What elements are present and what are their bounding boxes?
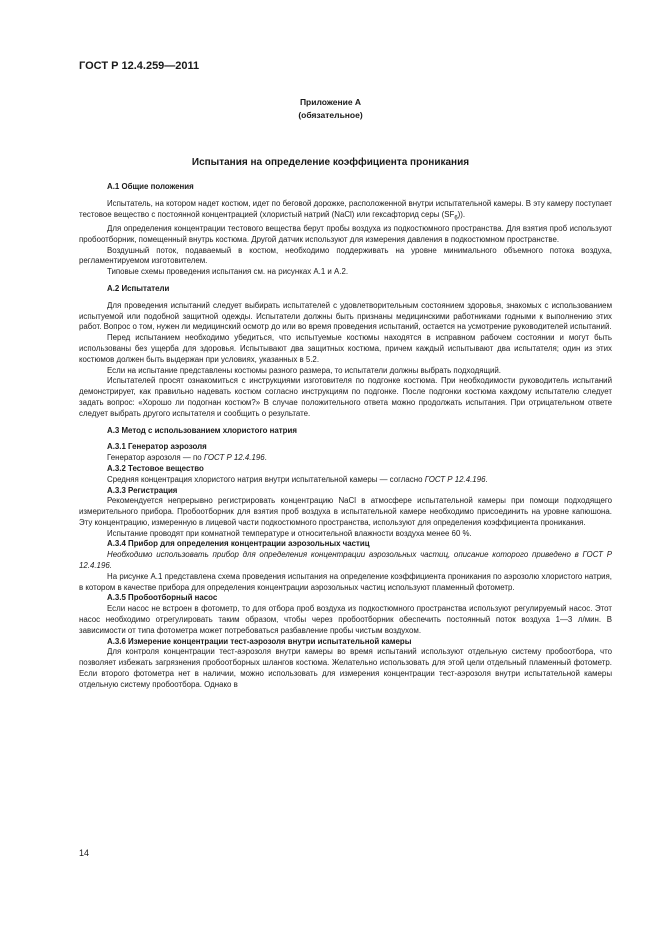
section-heading-a3: А.3 Метод с использованием хлористого натрия xyxy=(107,425,297,435)
annex-title: Приложение А xyxy=(299,97,362,107)
subsection-heading-a36: А.3.6 Измерение концентрации тест-аэрозоля внутри испытательной камеры xyxy=(107,636,412,646)
annex-status: (обязательное) xyxy=(298,110,363,120)
paragraph: Для определения концентрации тестового вещества берут пробы воздуха из подкостюмного пространства. Для взятия проб используют пробоотборник, помещенный внутрь костюма. Другой датчик используют для измерения давления в подкостюмном пространстве. xyxy=(79,223,612,244)
paragraph: Если на испытание представлены костюмы разного размера, то испытатели должны выбрать подходящий. xyxy=(107,365,501,375)
subsection-heading-a34: А.3.4 Прибор для определения концентрации аэрозольных частиц xyxy=(107,539,370,549)
section-heading-a2: А.2 Испытатели xyxy=(107,283,170,293)
paragraph: Воздушный поток, подаваемый в костюм, необходимо поддерживать на уровне минимального объемного потока воздуха, регламентируемом изготовителем. xyxy=(79,245,612,266)
paragraph: Рекомендуется непрерывно регистрировать концентрацию NaCl в атмосфере испытательной камеры при помощи подходящего измерительного прибора. Пробоотборник для взятия проб воздуха в испытательной камере необходимо присоединить на уровне капюшона. Эту концентрацию, измеренную в лицевой части подкостюмного пространства, используют для определения коэффициента проникания. xyxy=(79,496,612,527)
paragraph: Средняя концентрация хлористого натрия внутри испытательной камеры — согласно ГОСТ Р 12.4.196. xyxy=(107,474,488,484)
paragraph-italic: Необходимо использовать прибор для определения концентрации аэрозольных частиц, описание которого приведено в ГОСТ Р 12.4.196. xyxy=(79,550,612,571)
paragraph: Генератор аэрозоля — по ГОСТ Р 12.4.196. xyxy=(107,453,267,463)
document-body xyxy=(79,182,612,691)
subsection-heading-a33: А.3.3 Регистрация xyxy=(107,485,178,495)
document-header: ГОСТ Р 12.4.259—2011 xyxy=(79,60,200,72)
paragraph: Испытателей просят ознакомиться с инструкциями изготовителя по подгонке костюма. При необходимости руководитель испытаний демонстрирует, как правильно надевать костюм согласно инструкциям по подгонке. После подгонки костюма каждому испытателю следует задать вопрос: «Хорошо ли подогнан костюм?» В случае положительного ответа можно продолжать испытания. При отрицательном ответе следует выбрать другого испытателя и сообщить о результате. xyxy=(79,376,612,418)
paragraph: На рисунке А.1 представлена схема проведения испытания на определение коэффициента проникания по аэрозолю хлористого натрия, в котором в качестве прибора для определения концентрации аэрозольных частиц используют пламенный фотометр. xyxy=(79,571,612,592)
paragraph: Если насос не встроен в фотометр, то для отбора проб воздуха из подкостюмного пространства используют регулируемый насос. Этот насос необходимо отрегулировать таким образом, чтобы через пробоотборник обеспечить постоянный поток воздуха 1—3 л/мин. В зависимости от типа фотометра может потребоваться разбавление пробы чистым воздухом. xyxy=(79,604,612,635)
paragraph: Испытатель, на котором надет костюм, идет по беговой дорожке, расположенной внутри испытательной камеры. В эту камеру поступает тестовое вещество с постоянной концентрацией (хлористый натрий (NaCl) или гексафторид серы $(SF_6)$). xyxy=(79,198,612,222)
paragraph: Испытание проводят при комнатной температуре и относительной влажности воздуха менее 60 %. xyxy=(107,528,472,538)
subsection-heading-a31: А.3.1 Генератор аэрозоля xyxy=(107,442,207,452)
page-number: 14 xyxy=(79,848,90,858)
annex-heading: Испытания на определение коэффициента проникания xyxy=(191,157,470,168)
paragraph: Для контроля концентрации тест-аэрозоля внутри камеры во время испытаний используют отдельную систему пробоотбора, что позволяет избежать загрязнения пробоотборных шлангов костюма. Желательно использовать для этой цели отдельный пламенный фотометр. Если второго фотометра нет в наличии, можно использовать для измерения концентрации тест-аэрозоля внутри испытательной камеры отдельную систему пробоотбора. Однако в xyxy=(79,647,612,689)
subsection-heading-a32: А.3.2 Тестовое вещество xyxy=(107,463,204,473)
paragraph: Перед испытанием необходимо убедиться, что испытуемые костюмы находятся в исправном рабочем состоянии и могут быть использованы без ущерба для здоровья. Испытывают два защитных костюма, причем каждый испытывают два испытателя; один из этих костюмов должен быть выдержан при условиях, указанных в 5.2. xyxy=(79,333,612,364)
paragraph: Для проведения испытаний следует выбирать испытателей с удовлетворительным состоянием здоровья, знакомых с использованием испытуемой или подобной защитной одежды. Испытатели должны быть признаны медицинскими работниками годными к выполнению этих работ. Вопрос о том, нужен ли медицинский осмотр до или во время проведения испытаний, остается на усмотрение руководителей испытаний. xyxy=(79,300,612,332)
section-heading-a1: А.1 Общие положения xyxy=(107,182,194,191)
paragraph: Типовые схемы проведения испытания см. на рисунках А.1 и А.2. xyxy=(107,267,349,277)
subsection-heading-a35: А.3.5 Пробоотборный насос xyxy=(107,593,218,603)
